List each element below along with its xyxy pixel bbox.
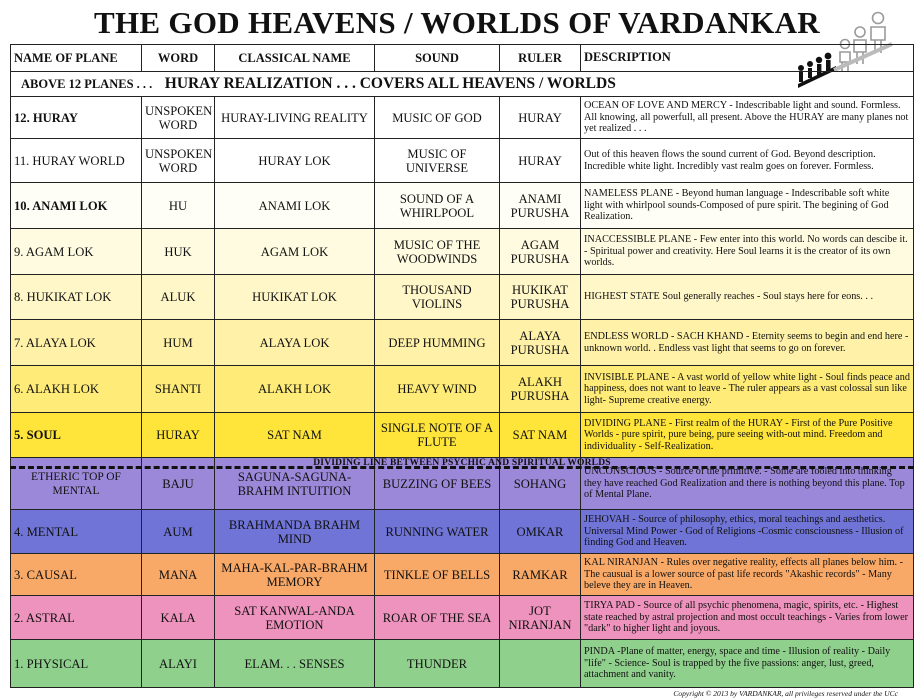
plane-name: ETHERIC TOP OF MENTAL <box>11 458 142 510</box>
plane-row <box>11 596 914 640</box>
plane-description: DIVIDING PLANE - First realm of the HURAY - First of the Pure Positive Worlds - pure spirit, pure being, pure seeing with-out mind. Freedom and individuality - Self-Realization. <box>581 413 914 458</box>
plane-classical-name: ALAYA LOK <box>215 320 375 366</box>
plane-name: 6. ALAKH LOK <box>11 366 142 413</box>
plane-name: 2. ASTRAL <box>11 596 142 640</box>
plane-classical-name: SAT NAM <box>215 413 375 458</box>
header-word: WORD <box>142 45 215 72</box>
plane-row <box>11 366 914 413</box>
plane-classical-name: HUKIKAT LOK <box>215 275 375 320</box>
plane-description: UNCONSCIOUS - Source of the primitive. - Some are fooled into thinking they have reached God Realization and there is nothing beyond this plane. Top of Mental Plane. <box>581 458 914 510</box>
plane-row <box>11 97 914 139</box>
plane-word: ALAYI <box>142 640 215 688</box>
plane-classical-name: ELAM. . . SENSES <box>215 640 375 688</box>
header-name-of-plane: NAME OF PLANE <box>11 45 142 72</box>
plane-sound: MUSIC OF THE WOODWINDS <box>375 229 500 275</box>
plane-classical-name: HURAY LOK <box>215 139 375 183</box>
plane-description: ENDLESS WORLD - SACH KHAND - Eternity seems to begin and end here - unknown world. . Endless vast light that seems to go on forever. <box>581 320 914 366</box>
plane-sound: RUNNING WATER <box>375 510 500 554</box>
plane-row <box>11 139 914 183</box>
plane-word: HU <box>142 183 215 229</box>
plane-classical-name: SAGUNA-SAGUNA-BRAHM INTUITION <box>215 458 375 510</box>
plane-description: KAL NIRANJAN - Rules over negative reality, effects all planes below him. - The causual is a lower source of past life records "Akashic records" - Many beleve they are in Heaven. <box>581 554 914 596</box>
plane-ruler: ANAMI PURUSHA <box>500 183 581 229</box>
plane-ruler: ALAYA PURUSHA <box>500 320 581 366</box>
plane-word: AUM <box>142 510 215 554</box>
plane-ruler: ALAKH PURUSHA <box>500 366 581 413</box>
plane-classical-name: BRAHMANDA BRAHM MIND <box>215 510 375 554</box>
plane-name: 11. HURAY WORLD <box>11 139 142 183</box>
plane-row <box>11 320 914 366</box>
header-sound: SOUND <box>375 45 500 72</box>
plane-classical-name: HURAY-LIVING REALITY <box>215 97 375 139</box>
plane-word: UNSPOKEN WORD <box>142 139 215 183</box>
plane-word: UNSPOKEN WORD <box>142 97 215 139</box>
plane-row <box>11 554 914 596</box>
plane-ruler: HURAY <box>500 97 581 139</box>
plane-description: JEHOVAH - Source of philosophy, ethics, moral teachings and aesthetics. Universal Mind Power - God of Religions -Cosmic consciousness - Illusion of finding God and Heaven. <box>581 510 914 554</box>
plane-row <box>11 510 914 554</box>
page-title: THE GOD HEAVENS / WORLDS OF VARDANKAR <box>94 5 820 40</box>
planes-table <box>10 44 914 688</box>
header-description: DESCRIPTION <box>581 45 914 72</box>
plane-ruler: HURAY <box>500 139 581 183</box>
copyright-notice: Copyright © 2013 by VARDANKAR, all privileges reserved under the UCc <box>673 689 898 698</box>
plane-description: NAMELESS PLANE - Beyond human language - Indescribable soft white light with whirlpool sounds-Composed of pure spirit. The begining of God Realization. <box>581 183 914 229</box>
plane-classical-name: MAHA-KAL-PAR-BRAHM MEMORY <box>215 554 375 596</box>
plane-sound: HEAVY WIND <box>375 366 500 413</box>
plane-ruler: AGAM PURUSHA <box>500 229 581 275</box>
above-planes-prefix: ABOVE 12 PLANES . . . <box>21 77 153 91</box>
plane-description: INVISIBLE PLANE - A vast world of yellow white light - Soul finds peace and happiness, does not want to leave - The ruler appears as a vast colossal sun like light- Supreme creative energy. <box>581 366 914 413</box>
plane-classical-name: AGAM LOK <box>215 229 375 275</box>
header-classical-name: CLASSICAL NAME <box>215 45 375 72</box>
plane-row <box>11 275 914 320</box>
plane-word: KALA <box>142 596 215 640</box>
plane-word: HUK <box>142 229 215 275</box>
plane-name: 5. SOUL <box>11 413 142 458</box>
plane-description: OCEAN OF LOVE AND MERCY - Indescribable light and sound. Formless. All knowing, all powerfull, all present. Above the HURAY are many planes not yet realized . . . <box>581 97 914 139</box>
plane-name: 9. AGAM LOK <box>11 229 142 275</box>
plane-word: MANA <box>142 554 215 596</box>
plane-word: BAJU <box>142 458 215 510</box>
plane-name: 7. ALAYA LOK <box>11 320 142 366</box>
plane-ruler <box>500 640 581 688</box>
psychic-spiritual-divider <box>10 458 914 471</box>
plane-sound: TINKLE OF BELLS <box>375 554 500 596</box>
plane-ruler: SOHANG <box>500 458 581 510</box>
plane-description: INACCESSIBLE PLANE - Few enter into this world. No words can descibe it. - Spiritual power and creativity. Here Soul learns it is the creator of its own worlds. <box>581 229 914 275</box>
plane-sound: THOUSAND VIOLINS <box>375 275 500 320</box>
plane-classical-name: ALAKH LOK <box>215 366 375 413</box>
huray-realization-text: HURAY REALIZATION . . . COVERS ALL HEAVENS / WORLDS <box>164 75 616 92</box>
plane-sound: THUNDER <box>375 640 500 688</box>
plane-sound: DEEP HUMMING <box>375 320 500 366</box>
plane-name: 3. CAUSAL <box>11 554 142 596</box>
plane-name: 10. ANAMI LOK <box>11 183 142 229</box>
plane-sound: MUSIC OF GOD <box>375 97 500 139</box>
plane-name: 12. HURAY <box>11 97 142 139</box>
plane-description: HIGHEST STATE Soul generally reaches - Soul stays here for eons. . . <box>581 275 914 320</box>
plane-sound: SINGLE NOTE OF A FLUTE <box>375 413 500 458</box>
plane-word: SHANTI <box>142 366 215 413</box>
plane-ruler: RAMKAR <box>500 554 581 596</box>
header-row <box>11 45 914 72</box>
plane-word: HURAY <box>142 413 215 458</box>
plane-description: TIRYA PAD - Source of all psychic phenomena, magic, spirits, etc. - Highest state reached by astral projection and most occult teachings - Varies from lower "dark" to higher light and joyous. <box>581 596 914 640</box>
plane-ruler: HUKIKAT PURUSHA <box>500 275 581 320</box>
plane-sound: BUZZING OF BEES <box>375 458 500 510</box>
plane-row <box>11 640 914 688</box>
plane-description: Out of this heaven flows the sound current of God. Beyond description. Incredible white light. Incredibly vast realm goes on forever. Formless. <box>581 139 914 183</box>
divider-text: DIVIDING LINE BETWEEN PSYCHIC AND SPIRITUAL WORLDS <box>313 458 611 468</box>
plane-ruler: JOT NIRANJAN <box>500 596 581 640</box>
above-planes-row <box>11 72 914 97</box>
plane-row <box>11 413 914 458</box>
plane-classical-name: ANAMI LOK <box>215 183 375 229</box>
plane-sound: MUSIC OF UNIVERSE <box>375 139 500 183</box>
plane-name: 8. HUKIKAT LOK <box>11 275 142 320</box>
plane-sound: ROAR OF THE SEA <box>375 596 500 640</box>
plane-classical-name: SAT KANWAL-ANDA EMOTION <box>215 596 375 640</box>
plane-sound: SOUND OF A WHIRLPOOL <box>375 183 500 229</box>
plane-description: PINDA -Plane of matter, energy, space and time - Illusion of reality - Daily "life" - Science- Soul is trapped by the five passions: anger, lust, greed, attachment and vanity. <box>581 640 914 688</box>
plane-row <box>11 183 914 229</box>
plane-ruler: SAT NAM <box>500 413 581 458</box>
plane-word: HUM <box>142 320 215 366</box>
plane-ruler: OMKAR <box>500 510 581 554</box>
plane-name: 4. MENTAL <box>11 510 142 554</box>
header-ruler: RULER <box>500 45 581 72</box>
plane-name: 1. PHYSICAL <box>11 640 142 688</box>
plane-row <box>11 229 914 275</box>
plane-word: ALUK <box>142 275 215 320</box>
